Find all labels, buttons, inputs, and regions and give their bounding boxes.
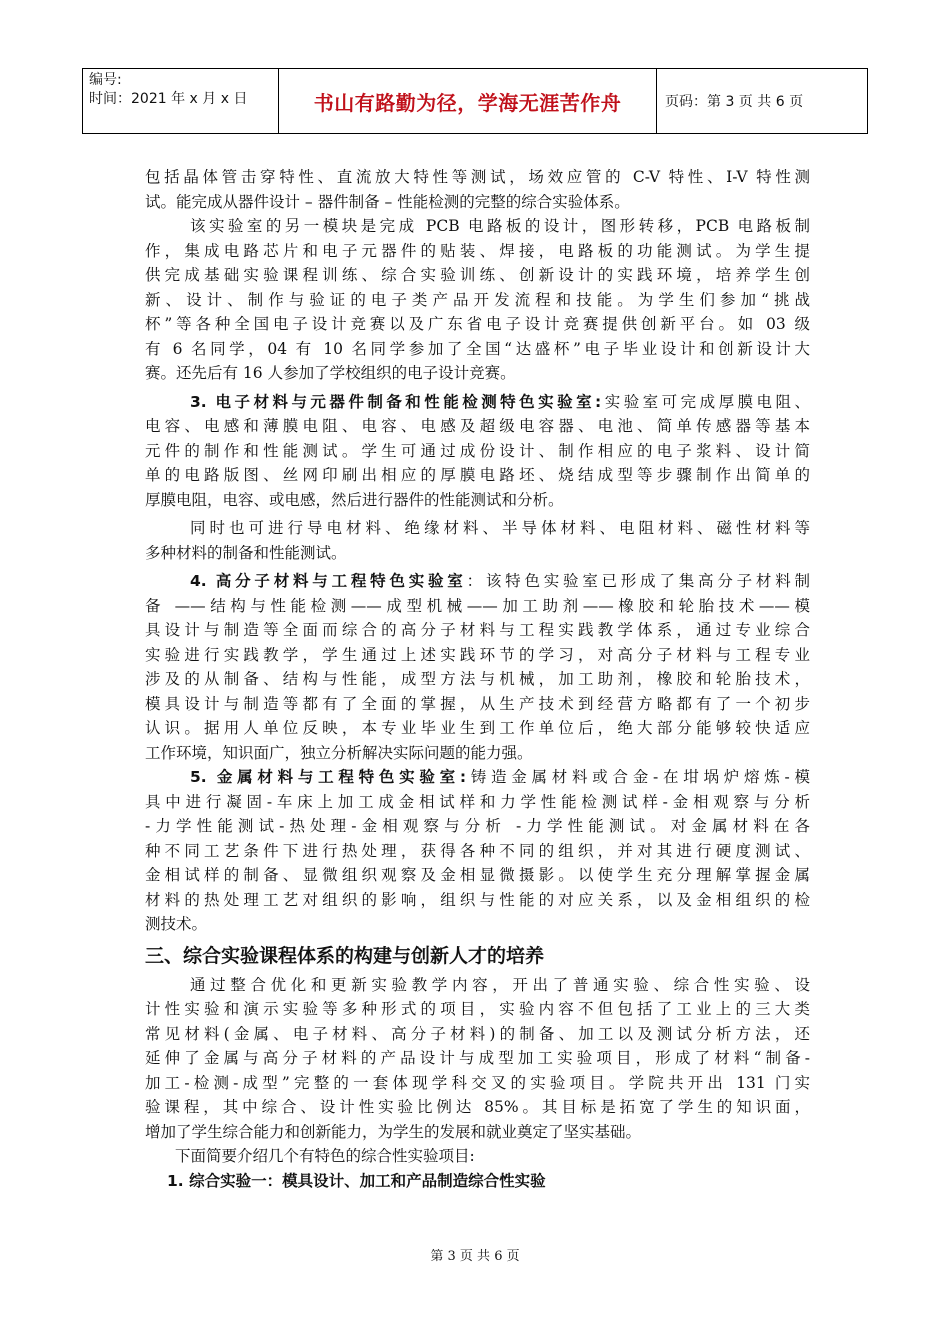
body-line: 单的电路版图、丝网印刷出相应的厚膜电路坯、烧结成型等步骤制作出简单的: [145, 466, 810, 484]
body-line: 延伸了金属与高分子材料的产品设计与成型加工实验项目，形成了材料“制备-: [145, 1049, 810, 1067]
body-line: 增加了学生综合能力和创新能力，为学生的发展和就业奠定了坚实基础。: [145, 1122, 642, 1141]
body-line: 有 6 名同学，04 有 10 名同学参加了全国“达盛杯”电子毕业设计和创新设计大: [145, 339, 810, 358]
body-line: 认识。据用人单位反映，本专业毕业生到工作单位后，绝大部分能够较快适应: [145, 719, 810, 737]
header-table: [82, 68, 868, 134]
body-line: 5. 金属材料与工程特色实验室:铸造金属材料或合金-在坩埚炉熔炼-模: [190, 768, 810, 786]
body-line: 具中进行凝固-车床上加工成金相试样和力学性能检测试样-金相观察与分析: [145, 792, 810, 811]
body-line: 电容、电感和薄膜电阻、电容、电感及超级电容器、电池、简单传感器等基本: [145, 417, 810, 435]
body-line: 试。能完成从器件设计 – 器件制备 – 性能检测的完整的综合实验体系。: [145, 192, 630, 211]
lab-heading-4: 4. 高分子材料与工程特色实验室: [190, 572, 467, 590]
lab-heading-5: 5. 金属材料与工程特色实验室:: [190, 768, 467, 786]
header-page-info: 页码：第 3 页 共 6 页: [665, 94, 804, 110]
lab-heading-3: 3. 电子材料与元器件制备和性能检测特色实验室:: [190, 392, 602, 411]
body-line: 杯”等各种全国电子设计竞赛以及广东省电子设计竞赛提供创新平台。如 03 级: [145, 315, 810, 333]
number-label: 编号:: [89, 72, 122, 88]
experiment-heading: 1. 综合实验一：模具设计、加工和产品制造综合性实验: [167, 1171, 546, 1190]
body-line: 3. 电子材料与元器件制备和性能检测特色实验室:实验室可完成厚膜电阻、: [190, 392, 810, 411]
body-line: 厚膜电阻，电容、或电感，然后进行器件的性能测试和分析。: [145, 490, 564, 509]
time-label: 时间：2021 年 x 月 x 日: [89, 91, 248, 107]
body-line: 金相试样的制备、显微组织观察及金相显微摄影。以使学生充分理解掌握金属: [145, 866, 810, 884]
body-line: 包括晶体管击穿特性、直流放大特性等测试，场效应管的 C-V 特性、I-V 特性测: [145, 168, 810, 186]
body-line: 材料的热处理工艺对组织的影响，组织与性能的对应关系，以及金相组织的检: [145, 890, 810, 909]
body-line: -力学性能测试-热处理-金相观察与分析 -力学性能测试。对金属材料在各: [145, 817, 810, 835]
body-line: 涉及的从制备、结构与性能，成型方法与机械，加工助剂，橡胶和轮胎技术，: [145, 670, 810, 688]
body-line: 该实验室的另一模块是完成 PCB 电路板的设计，图形转移，PCB 电路板制: [190, 217, 810, 235]
body-line: 多种材料的制备和性能测试。: [145, 543, 347, 562]
body-line: 备 ——结构与性能检测——成型机械——加工助剂——橡胶和轮胎技术——模: [145, 596, 810, 615]
header-meta: [83, 69, 279, 133]
body-line: 通过整合优化和更新实验教学内容，开出了普通实验、综合性实验、设: [190, 975, 810, 994]
body-line: 实验进行实践教学，学生通过上述实践环节的学习，对高分子材料与工程专业: [145, 645, 810, 664]
body-line: 下面简要介绍几个有特色的综合性实验项目:: [175, 1147, 475, 1165]
header-motto: 书山有路勤为径，学海无涯苦作舟: [313, 90, 622, 115]
body-line: 计性实验和演示实验等多种形式的项目，实验内容不但包括了工业上的三大类: [145, 1000, 810, 1018]
body-line: 作，集成电路芯片和电子元器件的贴装、焊接，电路板的功能测试。为学生提: [145, 241, 810, 260]
body-line: 具设计与制造等全面而综合的高分子材料与工程实践教学体系，通过专业综合: [145, 621, 810, 639]
page-footer: 第 3 页 共 6 页: [430, 1249, 520, 1264]
header-motto-cell: [279, 69, 657, 133]
body-line: 种不同工艺条件下进行热处理，获得各种不同的组织，并对其进行硬度测试、: [145, 841, 810, 860]
body-line: 工作环境，知识面广，独立分析解决实际问题的能力强。: [145, 743, 533, 762]
body-line: 加工-检测-成型”完整的一套体现学科交叉的实验项目。学院共开出 131 门实: [145, 1073, 810, 1092]
body-line: 同时也可进行导电材料、绝缘材料、半导体材料、电阻材料、磁性材料等: [190, 519, 810, 537]
body-line: 验课程，其中综合、设计性实验比例达 85%。其目标是拓宽了学生的知识面，: [145, 1098, 810, 1116]
body-line: 4. 高分子材料与工程特色实验室：该特色实验室已形成了集高分子材料制: [190, 572, 810, 590]
body-line: 供完成基础实验课程训练、综合实验训练、创新设计的实践环境，培养学生创: [145, 266, 810, 284]
section-title: 三、综合实验课程体系的构建与创新人才的培养: [145, 944, 545, 967]
document-body: [145, 165, 810, 1193]
body-line: 新、设计、制作与验证的电子类产品开发流程和技能。为学生们参加“挑战: [145, 290, 810, 309]
body-line: 元件的制作和性能测试。学生可通过成份设计、制作相应的电子浆料、设计简: [145, 441, 810, 460]
body-line: 测技术。: [145, 915, 208, 933]
body-line: 常见材料(金属、电子材料、高分子材料)的制备、加工以及测试分析方法，还: [145, 1024, 810, 1043]
body-line: 赛。还先后有 16 人参加了学校组织的电子设计竞赛。: [145, 364, 516, 382]
body-line: 模具设计与制造等都有了全面的掌握，从生产技术到经营方略都有了一个初步: [145, 694, 810, 713]
